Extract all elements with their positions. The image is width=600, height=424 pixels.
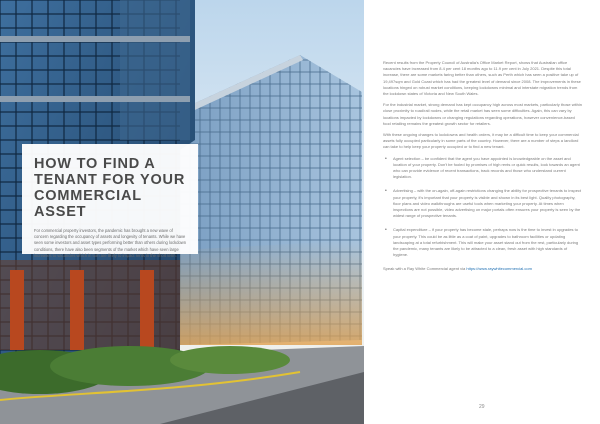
- article-intro: For commercial property investors, the pandemic has brought a new wave of concern regarding the occupancy of assets and longevity of tenants. While we have seen some investors and asset types performing better than others during lockdown conditions, there have also been segments of the market which have seen large increases to vacancies which in turn are likely to impact rents in the short term.: [34, 228, 187, 258]
- bullet-icon: •: [385, 155, 387, 162]
- body-paragraph: For the industrial market, strong demand has kept occupancy high across most markets, particularly those within close proximity to road/rail nodes, while the retail market has seen some difficulties. Again, this can vary by locations impacted by lockdowns or changing regulations regarding operations, however convenience-based food retailing remains the greatest growth sector for retailers.: [383, 102, 582, 126]
- page-number: 29: [479, 404, 485, 410]
- body-paragraph: Recent results from the Property Council of Australia's Office Market Report, shows that Australian office vacancies have increased from 8.4 per cent 18 months ago to 11.9 per cent in July 2021. Despite this total increase, there are some markets faring better than others, such as Perth which has seen a positive take up of 19,497sqm and Gold Coast which has had the greatest level of demand since 2008. The improvements in these locations hinged on robust market conditions, keeping lockdowns minimal and interstate migration trends from the lockdown states of Victoria and New South Wales.: [383, 60, 581, 97]
- title-card: [22, 144, 198, 258]
- article-body: [383, 60, 583, 278]
- closing-paragraph: [383, 266, 583, 272]
- list-item: [383, 156, 583, 181]
- right-page: [364, 0, 600, 424]
- bullet-icon: •: [385, 227, 387, 234]
- list-item-text: Capital expenditure – if your property has become stale, perhaps now is the time to invest in upgrades to your property. This could be as little as a coat of paint, upgrades to bathroom facilities or updating landscaping at a total refurbishment. This will make your asset stand out from the rest, particularly during the pandemic, many tenants are likely to be attracted to a clean, fresh asset with high standards of hygiene.: [393, 227, 579, 258]
- list-item: [383, 188, 583, 219]
- article-title: HOW TO FIND A TENANT FOR YOUR COMMERCIAL ASSET: [34, 156, 186, 220]
- list-item-text: Agent selection – be confident that the agent you have appointed is knowledgeable on the asset and location of your property. Don't be fooled by promises of high rents or quick results, look towards an agent who can provide evidence of recent transactions, track records and those who understand current legislation.: [393, 155, 580, 180]
- bullet-icon: •: [385, 188, 387, 195]
- body-paragraph: With these ongoing changes to lockdowns and health orders, it may be a difficult time to keep your commercial assets fully occupied particularly in some parts of the country. However, there are a number of steps a landlord can take to help keep your property occupied or to find a new tenant.: [383, 132, 579, 150]
- tips-list: [383, 156, 583, 259]
- list-item: [383, 227, 583, 258]
- website-link[interactable]: https://www.raywhitecommercial.com: [466, 266, 532, 272]
- closing-text: Speak with a Ray White Commercial agent via: [383, 266, 467, 272]
- list-item-text: Advertising – with the on-again, off-again restrictions changing the ability for prospective tenants to inspect your property, it's important that your property is visible and shown in its best light. Quality photography, floor plans and video walkthroughs are useful tools when marketing your property. At times when inspections are not possible, video advertising on major portals often ensures your property is seen by the widest range of prospective tenants.: [393, 188, 582, 219]
